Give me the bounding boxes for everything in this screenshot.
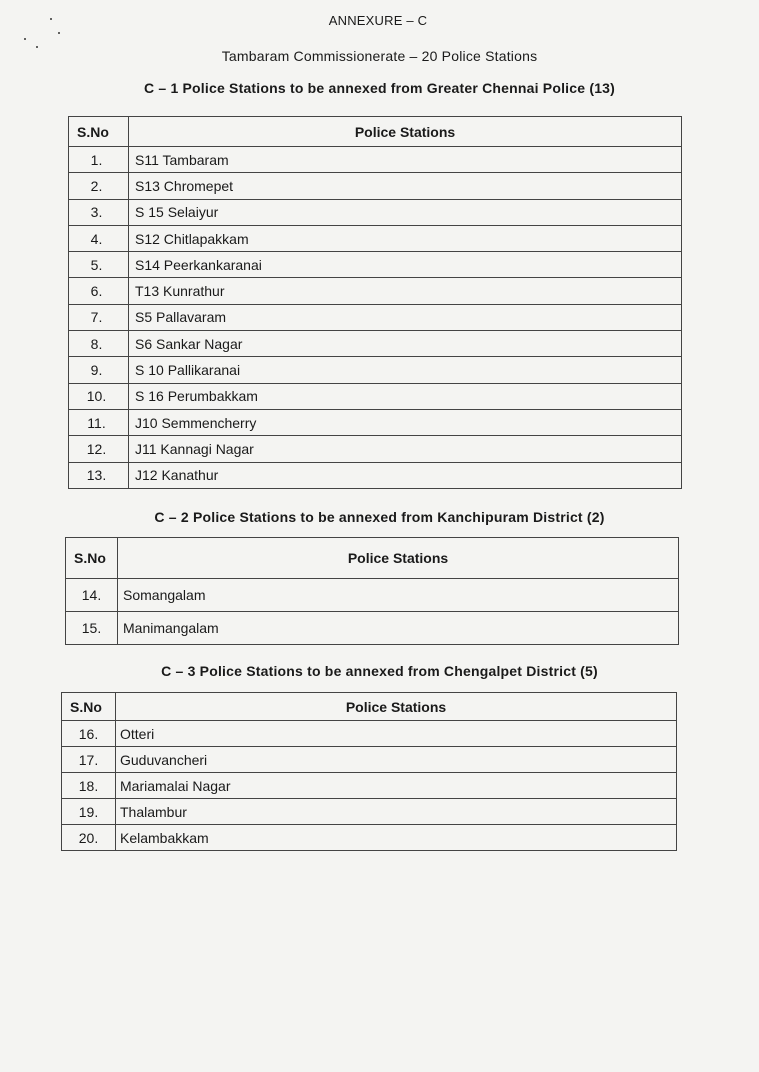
sno-column-header: S.No bbox=[69, 117, 129, 147]
section-c2-heading: C – 2 Police Stations to be annexed from Kanchipuram District (2) bbox=[154, 509, 605, 525]
table-row bbox=[62, 825, 677, 851]
serial-number-cell: 17. bbox=[62, 747, 116, 773]
annexure-title: ANNEXURE – C bbox=[328, 13, 428, 28]
police-station-cell: S14 Peerkankaranai bbox=[129, 252, 682, 278]
table-header-row bbox=[69, 117, 682, 147]
table-row bbox=[69, 278, 682, 304]
police-station-cell: Somangalam bbox=[118, 579, 679, 612]
section-c3-heading: C – 3 Police Stations to be annexed from Chengalpet District (5) bbox=[161, 663, 598, 679]
table-row bbox=[69, 225, 682, 251]
serial-number-cell: 9. bbox=[69, 357, 129, 383]
serial-number-cell: 19. bbox=[62, 799, 116, 825]
section-c1-table bbox=[68, 116, 682, 489]
serial-number-cell: 12. bbox=[69, 436, 129, 462]
station-column-header: Police Stations bbox=[118, 538, 679, 579]
police-station-cell: Otteri bbox=[116, 721, 677, 747]
police-station-cell: Thalambur bbox=[116, 799, 677, 825]
commissionerate-title: Tambaram Commissionerate – 20 Police Stations bbox=[221, 48, 538, 64]
scan-speck bbox=[50, 18, 52, 20]
table-row bbox=[69, 252, 682, 278]
table-row bbox=[69, 357, 682, 383]
serial-number-cell: 16. bbox=[62, 721, 116, 747]
table-header-row bbox=[66, 538, 679, 579]
scan-speck bbox=[58, 32, 60, 34]
serial-number-cell: 8. bbox=[69, 331, 129, 357]
table-row bbox=[69, 409, 682, 435]
serial-number-cell: 18. bbox=[62, 773, 116, 799]
section-c2-rows bbox=[66, 579, 679, 645]
police-station-cell: J11 Kannagi Nagar bbox=[129, 436, 682, 462]
serial-number-cell: 6. bbox=[69, 278, 129, 304]
police-station-cell: S5 Pallavaram bbox=[129, 304, 682, 330]
table-row bbox=[69, 304, 682, 330]
serial-number-cell: 10. bbox=[69, 383, 129, 409]
serial-number-cell: 15. bbox=[66, 612, 118, 645]
table-row bbox=[62, 799, 677, 825]
section-c3-rows bbox=[62, 721, 677, 851]
police-station-cell: S11 Tambaram bbox=[129, 147, 682, 173]
police-station-cell: J12 Kanathur bbox=[129, 462, 682, 488]
police-station-cell: Manimangalam bbox=[118, 612, 679, 645]
serial-number-cell: 11. bbox=[69, 409, 129, 435]
sno-column-header: S.No bbox=[66, 538, 118, 579]
police-station-cell: S13 Chromepet bbox=[129, 173, 682, 199]
police-station-cell: T13 Kunrathur bbox=[129, 278, 682, 304]
police-station-cell: S 15 Selaiyur bbox=[129, 199, 682, 225]
serial-number-cell: 7. bbox=[69, 304, 129, 330]
serial-number-cell: 2. bbox=[69, 173, 129, 199]
table-header-row bbox=[62, 693, 677, 721]
serial-number-cell: 1. bbox=[69, 147, 129, 173]
section-c1-heading: C – 1 Police Stations to be annexed from Greater Chennai Police (13) bbox=[143, 80, 616, 96]
police-station-cell: S 10 Pallikaranai bbox=[129, 357, 682, 383]
section-c3-table bbox=[61, 692, 677, 851]
police-station-cell: Kelambakkam bbox=[116, 825, 677, 851]
table-row bbox=[66, 579, 679, 612]
serial-number-cell: 4. bbox=[69, 225, 129, 251]
police-station-cell: S 16 Perumbakkam bbox=[129, 383, 682, 409]
serial-number-cell: 20. bbox=[62, 825, 116, 851]
table-row bbox=[69, 383, 682, 409]
police-station-cell: Mariamalai Nagar bbox=[116, 773, 677, 799]
table-row bbox=[69, 331, 682, 357]
table-row bbox=[69, 462, 682, 488]
police-station-cell: J10 Semmencherry bbox=[129, 409, 682, 435]
serial-number-cell: 13. bbox=[69, 462, 129, 488]
table-row bbox=[69, 199, 682, 225]
section-c2-table bbox=[65, 537, 679, 645]
police-station-cell: S6 Sankar Nagar bbox=[129, 331, 682, 357]
table-row bbox=[66, 612, 679, 645]
table-row bbox=[62, 747, 677, 773]
serial-number-cell: 14. bbox=[66, 579, 118, 612]
scan-speck bbox=[24, 38, 26, 40]
table-row bbox=[69, 436, 682, 462]
serial-number-cell: 3. bbox=[69, 199, 129, 225]
table-row bbox=[62, 773, 677, 799]
police-station-cell: S12 Chitlapakkam bbox=[129, 225, 682, 251]
table-row bbox=[62, 721, 677, 747]
station-column-header: Police Stations bbox=[116, 693, 677, 721]
section-c1-rows bbox=[69, 147, 682, 489]
serial-number-cell: 5. bbox=[69, 252, 129, 278]
station-column-header: Police Stations bbox=[129, 117, 682, 147]
table-row bbox=[69, 173, 682, 199]
police-station-cell: Guduvancheri bbox=[116, 747, 677, 773]
sno-column-header: S.No bbox=[62, 693, 116, 721]
table-row bbox=[69, 147, 682, 173]
